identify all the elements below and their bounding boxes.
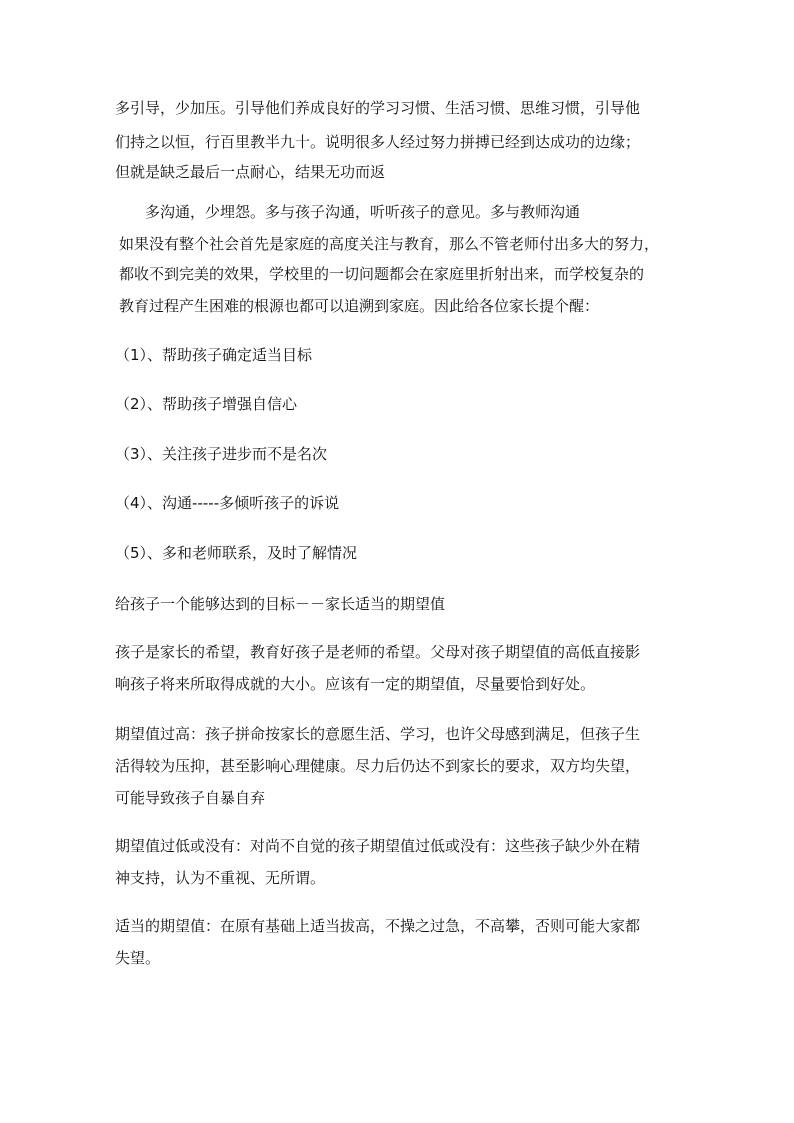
- text-line: 活得较为压抑，甚至影响心理健康。尽力后仍达不到家长的要求，双方均失望，: [115, 757, 641, 775]
- section-heading: 给孩子一个能够达到的目标－－家长适当的期望值: [115, 595, 446, 613]
- text-line: 如果没有整个社会首先是家庭的高度关注与教育，那么不管老师付出多大的努力，: [119, 235, 660, 253]
- list-item: （4）、沟通-----多倾听孩子的诉说: [115, 494, 340, 512]
- text-line: 期望值过高：孩子拼命按家长的意愿生活、学习，也许父母感到满足，但孩子生: [115, 725, 641, 743]
- list-item: （5）、多和老师联系，及时了解情况: [115, 544, 358, 562]
- list-item: （2）、帮助孩子增强自信心: [115, 395, 298, 413]
- text-line: 但就是缺乏最后一点耐心，结果无功而返: [115, 163, 386, 181]
- text-line: 失望。: [115, 949, 161, 967]
- text-line: 可能导致孩子自暴自弃: [115, 789, 266, 807]
- text-line: 适当的期望值：在原有基础上适当拔高，不操之过急，不高攀，否则可能大家都: [115, 917, 641, 935]
- text-line: 多沟通，少埋怨。多与孩子沟通，听听孩子的意见。多与教师沟通: [145, 203, 581, 221]
- list-item: （3）、关注孩子进步而不是名次: [115, 445, 328, 463]
- text-line: 们持之以恒，行百里教半九十。说明很多人经过努力拼搏已经到达成功的边缘；: [115, 133, 641, 151]
- list-item: （1）、帮助孩子确定适当目标: [115, 346, 313, 364]
- text-line: 孩子是家长的希望，教育好孩子是老师的希望。父母对孩子期望值的高低直接影: [115, 643, 641, 661]
- text-line: 都收不到完美的效果，学校里的一切问题都会在家庭里折射出来，而学校复杂的: [119, 265, 645, 283]
- text-line: 神支持，认为不重视、无所谓。: [115, 869, 326, 887]
- text-line: 多引导，少加压。引导他们养成良好的学习习惯、生活习惯、思维习惯，引导他: [115, 99, 641, 117]
- text-line: 期望值过低或没有：对尚不自觉的孩子期望值过低或没有：这些孩子缺少外在精: [115, 837, 641, 855]
- text-line: 响孩子将来所取得成就的大小。应该有一定的期望值，尽量要恰到好处。: [115, 675, 596, 693]
- text-line: 教育过程产生困难的根源也都可以追溯到家庭。因此给各位家长提个醒：: [119, 297, 600, 315]
